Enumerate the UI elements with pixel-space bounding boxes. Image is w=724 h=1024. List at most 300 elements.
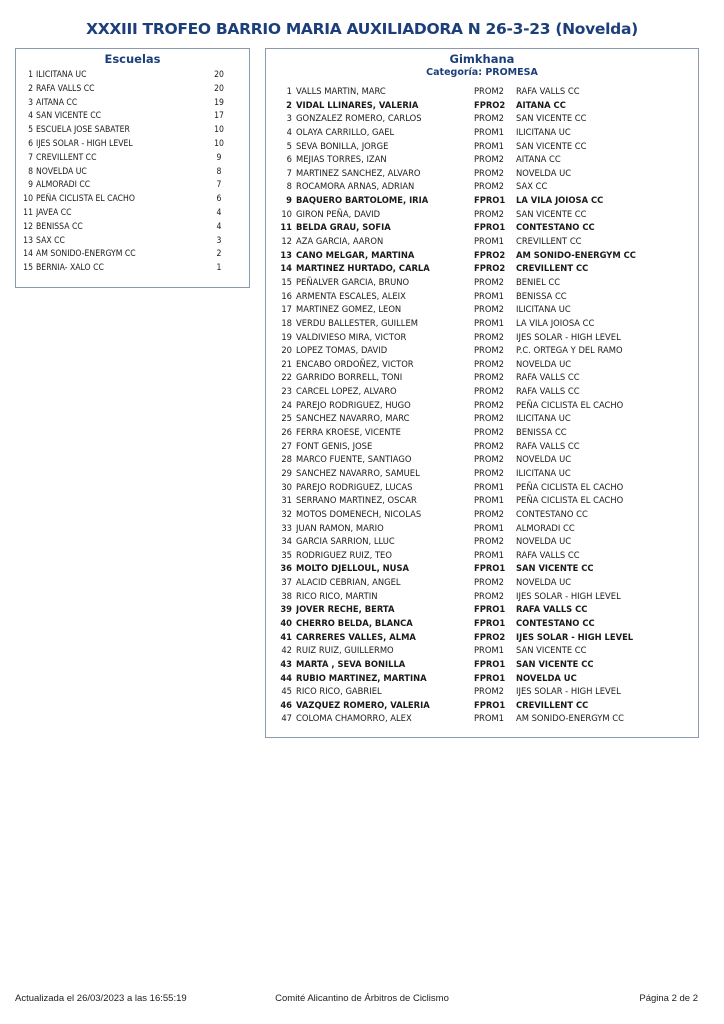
rider-row bbox=[266, 712, 698, 726]
rider-category: FPRO1 bbox=[474, 658, 506, 669]
rider-name: MARTINEZ SANCHEZ, ALVARO bbox=[296, 167, 421, 178]
rider-club: CONTESTANO CC bbox=[516, 617, 595, 628]
rider-position: 11 bbox=[280, 222, 292, 233]
rider-club: NOVELDA UC bbox=[516, 672, 577, 683]
school-name: ALMORADI CC bbox=[36, 180, 91, 191]
rider-position: 31 bbox=[281, 495, 292, 506]
rider-row bbox=[266, 481, 698, 495]
rider-position: 17 bbox=[281, 304, 292, 315]
rider-club: AITANA CC bbox=[516, 99, 566, 110]
school-row bbox=[16, 97, 249, 111]
school-points: 17 bbox=[214, 111, 224, 122]
school-row bbox=[16, 69, 249, 83]
rider-position: 30 bbox=[281, 481, 292, 492]
school-row bbox=[16, 262, 249, 276]
rider-category: PROM2 bbox=[474, 208, 505, 219]
rider-row bbox=[266, 672, 698, 686]
rider-name: MARTA , SEVA BONILLA bbox=[296, 658, 406, 669]
rider-position: 38 bbox=[281, 590, 292, 601]
rider-category: PROM2 bbox=[474, 113, 505, 124]
school-points: 10 bbox=[214, 125, 224, 136]
rider-row bbox=[266, 508, 698, 522]
school-position: 4 bbox=[28, 111, 33, 122]
rider-category: PROM2 bbox=[474, 508, 505, 519]
school-name: SAX CC bbox=[36, 235, 65, 246]
school-points: 8 bbox=[216, 166, 222, 177]
rider-name: VALLS MARTIN, MARC bbox=[296, 86, 386, 96]
rider-club: SAN VICENTE CC bbox=[516, 563, 594, 574]
rider-row bbox=[266, 303, 698, 317]
rider-position: 34 bbox=[281, 536, 292, 547]
rider-name: SANCHEZ NAVARRO, SAMUEL bbox=[296, 467, 420, 478]
rider-position: 14 bbox=[280, 263, 292, 274]
page-number: Página 2 de 2 bbox=[639, 993, 698, 1004]
rider-row bbox=[266, 180, 698, 194]
rider-category: PROM2 bbox=[474, 467, 505, 478]
rider-row bbox=[266, 167, 698, 181]
rider-club: ILICITANA UC bbox=[516, 413, 571, 424]
rider-club: SAX CC bbox=[516, 181, 548, 192]
rider-name: SERRANO MARTINEZ, OSCAR bbox=[296, 495, 417, 506]
rider-position: 7 bbox=[286, 167, 292, 178]
rider-row bbox=[266, 440, 698, 454]
school-points: 20 bbox=[214, 83, 224, 94]
rider-row bbox=[266, 522, 698, 536]
rider-name: MARTINEZ HURTADO, CARLA bbox=[296, 263, 430, 274]
rider-club: BENISSA CC bbox=[516, 427, 567, 438]
school-position: 15 bbox=[23, 263, 33, 274]
rider-club: AM SONIDO-ENERGYM CC bbox=[516, 249, 636, 260]
rider-row bbox=[266, 140, 698, 154]
rider-category: PROM2 bbox=[474, 386, 505, 397]
school-name: AITANA CC bbox=[36, 97, 78, 108]
rider-row bbox=[266, 412, 698, 426]
school-row bbox=[16, 166, 249, 180]
school-points: 4 bbox=[216, 207, 222, 218]
rider-row bbox=[266, 699, 698, 713]
rider-category: PROM2 bbox=[474, 345, 505, 356]
rider-position: 41 bbox=[280, 631, 292, 642]
rider-club: LA VILA JOIOSA CC bbox=[516, 195, 604, 206]
school-position: 3 bbox=[28, 97, 33, 108]
rider-category: PROM2 bbox=[474, 276, 505, 287]
rider-name: GARRIDO BORRELL, TONI bbox=[296, 372, 403, 383]
school-row bbox=[16, 83, 249, 97]
rider-position: 33 bbox=[281, 522, 292, 533]
rider-position: 19 bbox=[281, 331, 292, 342]
rider-row bbox=[266, 126, 698, 140]
rider-name: GARCIA SARRION, LLUC bbox=[296, 536, 395, 547]
rider-row bbox=[266, 644, 698, 658]
rider-category: PROM1 bbox=[474, 126, 505, 137]
rider-name: FONT GENIS, JOSE bbox=[296, 440, 373, 451]
school-points: 19 bbox=[214, 97, 224, 108]
rider-category: PROM1 bbox=[474, 290, 505, 301]
school-position: 13 bbox=[23, 235, 33, 246]
rider-position: 46 bbox=[280, 699, 292, 710]
rider-category: FPRO1 bbox=[474, 617, 506, 628]
school-name: BERNIA- XALO CC bbox=[36, 263, 104, 274]
rider-row bbox=[266, 208, 698, 222]
school-row bbox=[16, 152, 249, 166]
rider-row bbox=[266, 535, 698, 549]
rider-category: FPRO1 bbox=[474, 672, 506, 683]
rider-name: VIDAL LLINARES, VALERIA bbox=[296, 99, 419, 110]
school-name: SAN VICENTE CC bbox=[36, 111, 102, 122]
rider-name: SEVA BONILLA, JORGE bbox=[296, 140, 389, 151]
rider-category: PROM2 bbox=[474, 86, 505, 96]
rider-position: 15 bbox=[281, 276, 292, 287]
rider-name: RODRIGUEZ RUIZ, TEO bbox=[296, 549, 392, 560]
school-points: 6 bbox=[216, 194, 222, 205]
rider-category: PROM1 bbox=[474, 317, 505, 328]
rider-category: PROM1 bbox=[474, 495, 505, 506]
rider-row bbox=[266, 426, 698, 440]
rider-category: PROM2 bbox=[474, 154, 505, 165]
rider-position: 8 bbox=[286, 181, 292, 192]
rider-position: 9 bbox=[286, 195, 292, 206]
school-row bbox=[16, 235, 249, 249]
rider-club: CONTESTANO CC bbox=[516, 508, 588, 519]
rider-position: 47 bbox=[281, 713, 292, 724]
rider-position: 2 bbox=[286, 99, 292, 110]
rider-name: MOTOS DOMENECH, NICOLAS bbox=[296, 508, 422, 519]
school-position: 8 bbox=[28, 166, 33, 177]
rider-name: VERDU BALLESTER, GUILLEM bbox=[296, 317, 418, 328]
rider-name: JOVER RECHE, BERTA bbox=[296, 604, 395, 615]
school-name: IJES SOLAR - HIGH LEVEL bbox=[36, 138, 133, 149]
rider-position: 13 bbox=[280, 249, 292, 260]
rider-position: 32 bbox=[281, 508, 292, 519]
rider-position: 20 bbox=[281, 345, 292, 356]
school-row bbox=[16, 248, 249, 262]
school-position: 9 bbox=[28, 180, 33, 191]
rider-row bbox=[266, 276, 698, 290]
rider-category: PROM2 bbox=[474, 454, 505, 465]
rider-name: PAREJO RODRIGUEZ, LUCAS bbox=[296, 481, 413, 492]
rider-club: SAN VICENTE CC bbox=[516, 658, 594, 669]
school-position: 14 bbox=[23, 249, 33, 260]
rider-row bbox=[266, 399, 698, 413]
rider-position: 45 bbox=[281, 686, 292, 697]
school-name: AM SONIDO-ENERGYM CC bbox=[36, 249, 136, 260]
rider-name: SANCHEZ NAVARRO, MARC bbox=[296, 413, 410, 424]
rider-club: NOVELDA UC bbox=[516, 536, 572, 547]
school-name: RAFA VALLS CC bbox=[36, 83, 95, 94]
rider-name: MOLTO DJELLOUL, NUSA bbox=[296, 563, 409, 574]
rider-row bbox=[266, 358, 698, 372]
rider-name: ENCABO ORDOÑEZ, VICTOR bbox=[296, 358, 414, 369]
rider-category: FPRO1 bbox=[474, 563, 506, 574]
rider-position: 5 bbox=[286, 140, 292, 151]
rider-name: RUIZ RUIZ, GUILLERMO bbox=[296, 645, 394, 656]
rider-row bbox=[266, 590, 698, 604]
rider-name: RUBIO MARTINEZ, MARTINA bbox=[296, 672, 427, 683]
rider-position: 24 bbox=[281, 399, 292, 410]
rider-category: PROM2 bbox=[474, 181, 505, 192]
rider-category: FPRO1 bbox=[474, 195, 506, 206]
rider-club: RAFA VALLS CC bbox=[516, 604, 588, 615]
rider-name: ALACID CEBRIAN, ANGEL bbox=[296, 577, 401, 588]
gimkhana-panel bbox=[265, 48, 699, 738]
rider-position: 42 bbox=[281, 645, 292, 656]
school-points: 1 bbox=[216, 263, 222, 274]
rider-category: PROM2 bbox=[474, 304, 505, 315]
rider-category: PROM1 bbox=[474, 522, 505, 533]
rider-row bbox=[266, 467, 698, 481]
rider-row bbox=[266, 562, 698, 576]
rider-position: 3 bbox=[286, 113, 292, 124]
school-position: 10 bbox=[23, 194, 33, 205]
rider-row bbox=[266, 371, 698, 385]
riders-list bbox=[266, 85, 698, 726]
school-position: 7 bbox=[28, 152, 33, 163]
rider-position: 22 bbox=[281, 372, 292, 383]
schools-heading: Escuelas bbox=[104, 52, 161, 66]
rider-category: FPRO1 bbox=[474, 222, 506, 233]
rider-position: 25 bbox=[281, 413, 292, 424]
rider-club: CREVILLENT CC bbox=[516, 263, 589, 274]
rider-position: 29 bbox=[281, 467, 292, 478]
rider-name: MARTINEZ GOMEZ, LEON bbox=[296, 304, 402, 315]
rider-position: 40 bbox=[280, 617, 292, 628]
rider-category: PROM2 bbox=[474, 331, 505, 342]
rider-position: 18 bbox=[281, 317, 292, 328]
school-row bbox=[16, 179, 249, 193]
school-row bbox=[16, 193, 249, 207]
rider-row bbox=[266, 112, 698, 126]
rider-name: CANO MELGAR, MARTINA bbox=[296, 249, 415, 260]
rider-position: 10 bbox=[281, 208, 292, 219]
rider-position: 43 bbox=[280, 658, 292, 669]
school-points: 7 bbox=[216, 180, 222, 191]
school-points: 10 bbox=[214, 138, 224, 149]
school-points: 3 bbox=[216, 235, 222, 246]
rider-name: GIRON PEÑA, DAVID bbox=[296, 208, 381, 219]
rider-club: IJES SOLAR - HIGH LEVEL bbox=[516, 331, 621, 342]
rider-row bbox=[266, 290, 698, 304]
rider-club: SAN VICENTE CC bbox=[516, 645, 587, 656]
rider-club: NOVELDA UC bbox=[516, 577, 572, 588]
rider-category: PROM1 bbox=[474, 236, 505, 247]
rider-row bbox=[266, 85, 698, 99]
school-position: 1 bbox=[28, 70, 33, 80]
school-points: 2 bbox=[216, 249, 222, 260]
rider-position: 37 bbox=[281, 577, 292, 588]
rider-category: PROM2 bbox=[474, 372, 505, 383]
rider-category: PROM2 bbox=[474, 358, 505, 369]
rider-name: PEÑALVER GARCIA, BRUNO bbox=[296, 276, 410, 287]
rider-row bbox=[266, 235, 698, 249]
rider-row bbox=[266, 194, 698, 208]
rider-category: FPRO2 bbox=[474, 249, 506, 260]
rider-position: 28 bbox=[281, 454, 292, 465]
rider-category: FPRO2 bbox=[474, 631, 506, 642]
rider-name: MARCO FUENTE, SANTIAGO bbox=[296, 454, 412, 465]
rider-name: CHERRO BELDA, BLANCA bbox=[296, 617, 413, 628]
rider-club: PEÑA CICLISTA EL CACHO bbox=[516, 481, 624, 492]
rider-club: CONTESTANO CC bbox=[516, 222, 595, 233]
rider-row bbox=[266, 221, 698, 235]
rider-category: PROM2 bbox=[474, 440, 505, 451]
school-row bbox=[16, 138, 249, 152]
category-label: Categoría: PROMESA bbox=[426, 67, 538, 78]
rider-club: SAN VICENTE CC bbox=[516, 140, 587, 151]
rider-name: COLOMA CHAMORRO, ALEX bbox=[296, 713, 412, 724]
page-title: XXXIII TROFEO BARRIO MARIA AUXILIADORA N 26-3-23 (Novelda) bbox=[86, 20, 638, 38]
school-position: 11 bbox=[23, 207, 33, 218]
rider-name: ROCAMORA ARNAS, ADRIAN bbox=[296, 181, 415, 192]
school-name: PEÑA CICLISTA EL CACHO bbox=[36, 194, 135, 205]
school-points: 4 bbox=[216, 221, 222, 232]
school-position: 6 bbox=[28, 138, 33, 149]
rider-club: PEÑA CICLISTA EL CACHO bbox=[516, 399, 624, 410]
school-name: ESCUELA JOSE SABATER bbox=[36, 125, 130, 136]
rider-category: PROM1 bbox=[474, 140, 505, 151]
rider-club: NOVELDA UC bbox=[516, 454, 572, 465]
schools-list bbox=[16, 69, 249, 276]
rider-row bbox=[266, 344, 698, 358]
rider-name: BAQUERO BARTOLOME, IRIA bbox=[296, 195, 429, 206]
rider-position: 35 bbox=[281, 549, 292, 560]
gimkhana-heading: Gimkhana bbox=[449, 52, 515, 66]
rider-position: 16 bbox=[281, 290, 292, 301]
school-position: 5 bbox=[28, 125, 33, 136]
rider-name: JUAN RAMON, MARIO bbox=[296, 522, 384, 533]
rider-club: CREVILLENT CC bbox=[516, 236, 582, 247]
rider-category: PROM2 bbox=[474, 590, 505, 601]
rider-row bbox=[266, 631, 698, 645]
rider-row bbox=[266, 453, 698, 467]
school-position: 2 bbox=[28, 83, 33, 94]
rider-row bbox=[266, 331, 698, 345]
rider-club: NOVELDA UC bbox=[516, 167, 572, 178]
rider-row bbox=[266, 658, 698, 672]
rider-row bbox=[266, 385, 698, 399]
rider-position: 4 bbox=[286, 126, 292, 137]
rider-row bbox=[266, 603, 698, 617]
rider-position: 27 bbox=[281, 440, 292, 451]
rider-name: VAZQUEZ ROMERO, VALERIA bbox=[296, 699, 430, 710]
rider-position: 36 bbox=[280, 563, 292, 574]
rider-row bbox=[266, 494, 698, 508]
rider-position: 12 bbox=[281, 236, 292, 247]
rider-club: NOVELDA UC bbox=[516, 358, 572, 369]
rider-row bbox=[266, 153, 698, 167]
rider-club: ALMORADI CC bbox=[516, 522, 575, 533]
rider-row bbox=[266, 99, 698, 113]
rider-category: PROM1 bbox=[474, 549, 505, 560]
school-name: CREVILLENT CC bbox=[36, 152, 97, 163]
rider-name: PAREJO RODRIGUEZ, HUGO bbox=[296, 399, 411, 410]
rider-category: PROM2 bbox=[474, 536, 505, 547]
rider-club: P.C. ORTEGA Y DEL RAMO bbox=[516, 345, 623, 356]
rider-category: FPRO1 bbox=[474, 604, 506, 615]
rider-name: CARRERES VALLES, ALMA bbox=[296, 631, 416, 642]
rider-category: PROM2 bbox=[474, 427, 505, 438]
rider-row bbox=[266, 249, 698, 263]
rider-name: AZA GARCIA, AARON bbox=[296, 236, 384, 247]
rider-position: 44 bbox=[280, 672, 292, 683]
school-row bbox=[16, 207, 249, 221]
rider-club: RAFA VALLS CC bbox=[516, 86, 580, 96]
rider-name: BELDA GRAU, SOFIA bbox=[296, 222, 391, 233]
rider-club: AITANA CC bbox=[516, 154, 561, 165]
school-points: 20 bbox=[214, 70, 224, 80]
rider-category: PROM2 bbox=[474, 686, 505, 697]
rider-club: IJES SOLAR - HIGH LEVEL bbox=[516, 590, 621, 601]
rider-club: CREVILLENT CC bbox=[516, 699, 589, 710]
rider-club: ILICITANA UC bbox=[516, 126, 571, 137]
rider-category: FPRO2 bbox=[474, 263, 506, 274]
rider-name: OLAYA CARRILLO, GAEL bbox=[296, 126, 395, 137]
school-position: 12 bbox=[23, 221, 33, 232]
rider-club: ILICITANA UC bbox=[516, 467, 571, 478]
rider-club: LA VILA JOIOSA CC bbox=[516, 317, 595, 328]
rider-category: PROM1 bbox=[474, 713, 505, 724]
rider-club: SAN VICENTE CC bbox=[516, 208, 587, 219]
rider-club: ILICITANA UC bbox=[516, 304, 571, 315]
rider-name: LOPEZ TOMAS, DAVID bbox=[296, 345, 388, 356]
rider-name: GONZALEZ ROMERO, CARLOS bbox=[296, 113, 422, 124]
rider-row bbox=[266, 262, 698, 276]
rider-category: PROM2 bbox=[474, 167, 505, 178]
rider-name: MEJIAS TORRES, IZAN bbox=[296, 154, 387, 165]
rider-club: AM SONIDO-ENERGYM CC bbox=[516, 713, 624, 724]
rider-name: ARMENTA ESCALES, ALEIX bbox=[296, 290, 406, 301]
rider-name: CARCEL LOPEZ, ALVARO bbox=[296, 386, 397, 397]
rider-position: 26 bbox=[281, 427, 292, 438]
school-row bbox=[16, 124, 249, 138]
school-name: JAVEA CC bbox=[36, 207, 72, 218]
school-row bbox=[16, 221, 249, 235]
rider-row bbox=[266, 549, 698, 563]
rider-row bbox=[266, 576, 698, 590]
rider-position: 39 bbox=[280, 604, 292, 615]
rider-row bbox=[266, 685, 698, 699]
rider-club: RAFA VALLS CC bbox=[516, 372, 580, 383]
rider-club: IJES SOLAR - HIGH LEVEL bbox=[516, 631, 634, 642]
rider-club: RAFA VALLS CC bbox=[516, 549, 580, 560]
school-row bbox=[16, 110, 249, 124]
rider-club: IJES SOLAR - HIGH LEVEL bbox=[516, 686, 621, 697]
rider-name: RICO RICO, MARTIN bbox=[296, 590, 378, 601]
schools-panel bbox=[15, 48, 250, 288]
rider-club: BENIEL CC bbox=[516, 276, 561, 287]
rider-club: RAFA VALLS CC bbox=[516, 386, 580, 397]
rider-row bbox=[266, 617, 698, 631]
update-timestamp: Actualizada el 26/03/2023 a las 16:55:19 bbox=[15, 993, 187, 1004]
rider-position: 1 bbox=[286, 86, 292, 96]
school-name: BENISSA CC bbox=[36, 221, 83, 232]
rider-position: 6 bbox=[286, 154, 292, 165]
rider-name: RICO RICO, GABRIEL bbox=[296, 686, 382, 697]
rider-category: PROM1 bbox=[474, 481, 505, 492]
rider-category: PROM1 bbox=[474, 645, 505, 656]
rider-name: FERRA KROESE, VICENTE bbox=[296, 427, 401, 438]
rider-category: PROM2 bbox=[474, 413, 505, 424]
rider-club: RAFA VALLS CC bbox=[516, 440, 580, 451]
rider-position: 21 bbox=[281, 358, 292, 369]
rider-category: FPRO1 bbox=[474, 699, 506, 710]
school-points: 9 bbox=[216, 152, 222, 163]
school-name: NOVELDA UC bbox=[36, 166, 87, 177]
rider-club: PEÑA CICLISTA EL CACHO bbox=[516, 495, 624, 506]
rider-position: 23 bbox=[281, 386, 292, 397]
rider-club: BENISSA CC bbox=[516, 290, 567, 301]
rider-category: PROM2 bbox=[474, 577, 505, 588]
rider-category: FPRO2 bbox=[474, 99, 506, 110]
